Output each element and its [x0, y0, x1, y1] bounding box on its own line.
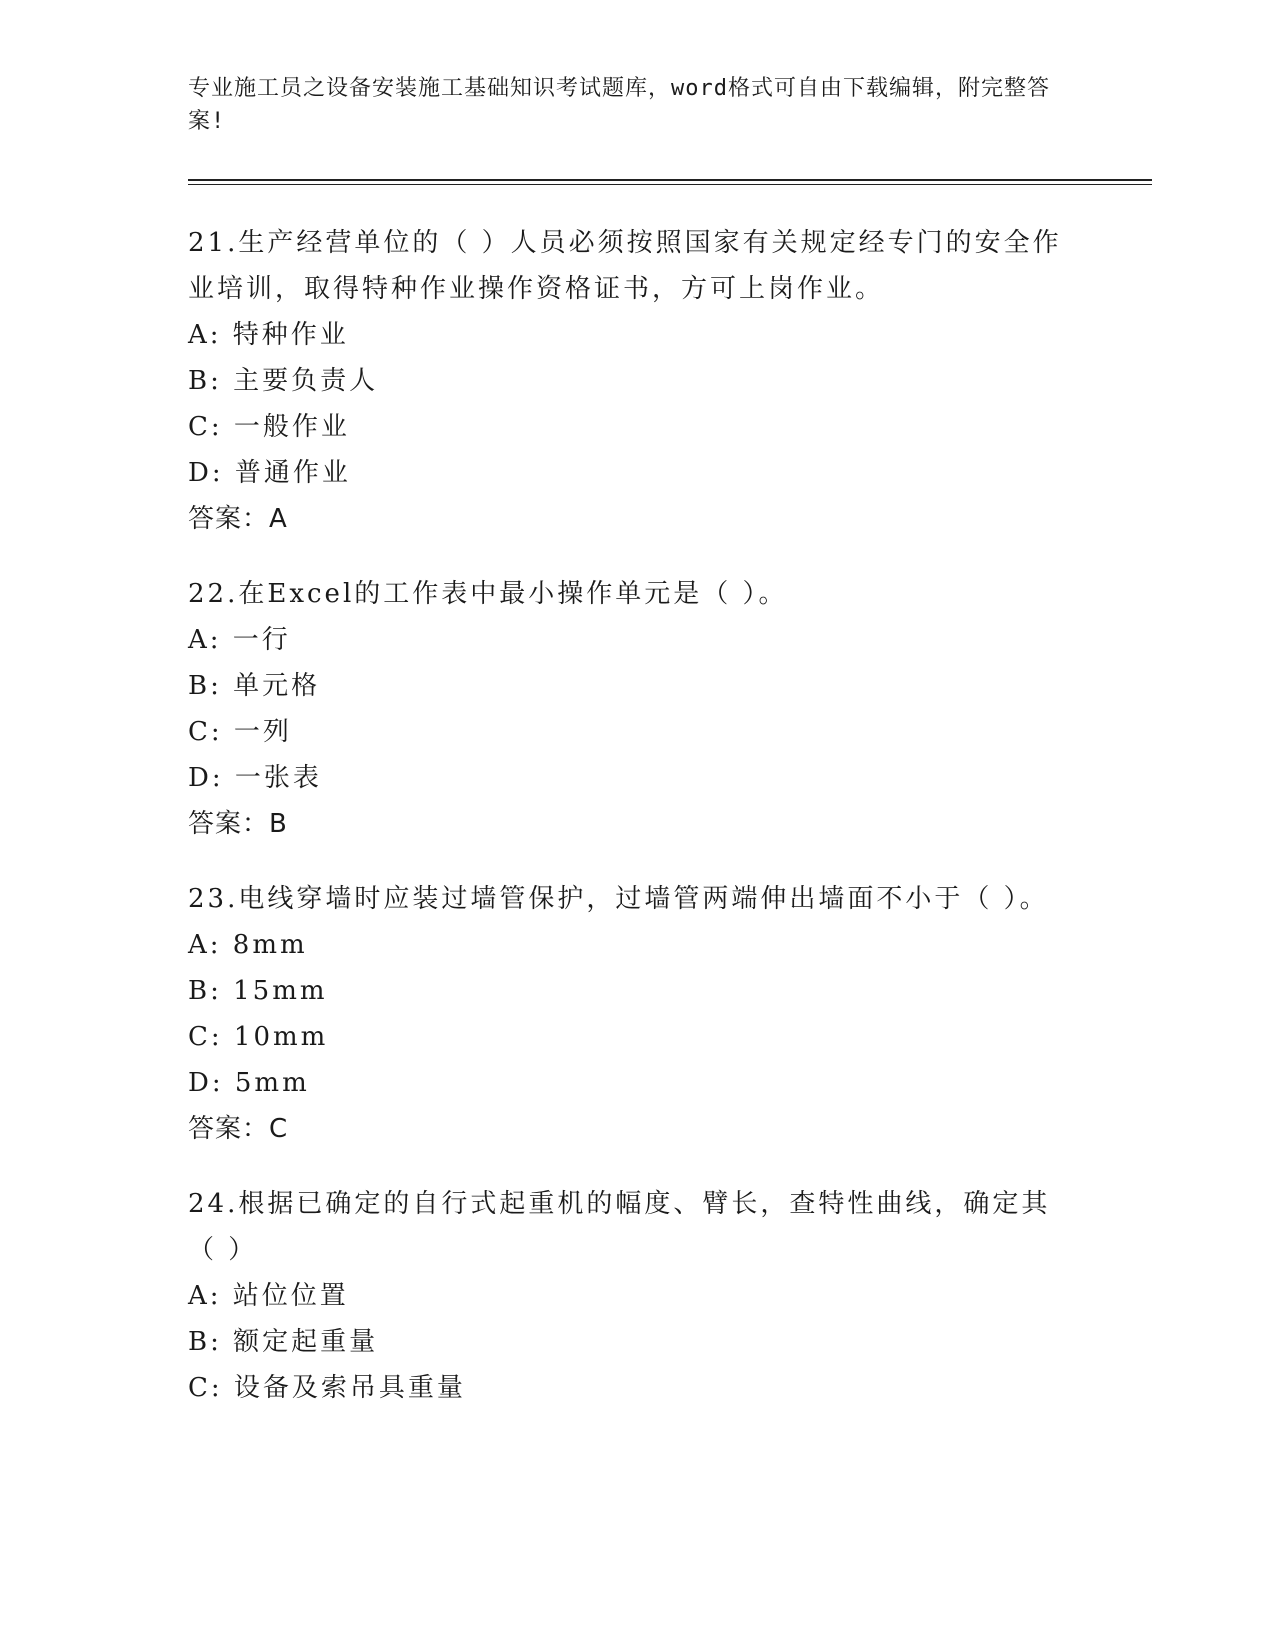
header-divider	[188, 179, 1152, 185]
question-24	[188, 1181, 1068, 1411]
question-21	[188, 220, 1068, 542]
option-c: C: 一列	[188, 717, 292, 747]
answer: 答案：C	[188, 1114, 289, 1144]
option-d: D: 普通作业	[188, 458, 351, 488]
option-b: B: 主要负责人	[188, 366, 379, 396]
option-b: B: 15mm	[188, 976, 328, 1006]
option-a: A: 站位位置	[188, 1281, 349, 1311]
option-b: B: 额定起重量	[188, 1327, 379, 1357]
option-a: A: 一行	[188, 625, 291, 655]
question-stem: 24.根据已确定的自行式起重机的幅度、臂长，查特性曲线，确定其（ ）	[188, 1189, 1051, 1265]
answer: 答案：B	[188, 809, 288, 839]
option-c: C: 设备及索吊具重量	[188, 1373, 466, 1403]
option-a: A: 8mm	[188, 930, 308, 960]
option-d: D: 一张表	[188, 763, 322, 793]
option-b: B: 单元格	[188, 671, 321, 701]
question-22	[188, 571, 1068, 847]
option-c: C: 一般作业	[188, 412, 350, 442]
answer: 答案：A	[188, 504, 288, 534]
option-a: A: 特种作业	[188, 320, 349, 350]
question-stem: 23.电线穿墙时应装过墙管保护，过墙管两端伸出墙面不小于（ ）。	[188, 884, 1049, 914]
question-23	[188, 876, 1068, 1152]
document-header: 专业施工员之设备安装施工基础知识考试题库，word格式可自由下载编辑，附完整答案!	[188, 76, 1050, 134]
question-stem: 22.在Excel的工作表中最小操作单元是（ ）。	[188, 579, 788, 609]
option-d: D: 5mm	[188, 1068, 310, 1098]
option-c: C: 10mm	[188, 1022, 329, 1052]
question-stem: 21.生产经营单位的（ ）人员必须按照国家有关规定经专门的安全作业培训，取得特种作业操作资格证书，方可上岗作业。	[188, 228, 1062, 304]
